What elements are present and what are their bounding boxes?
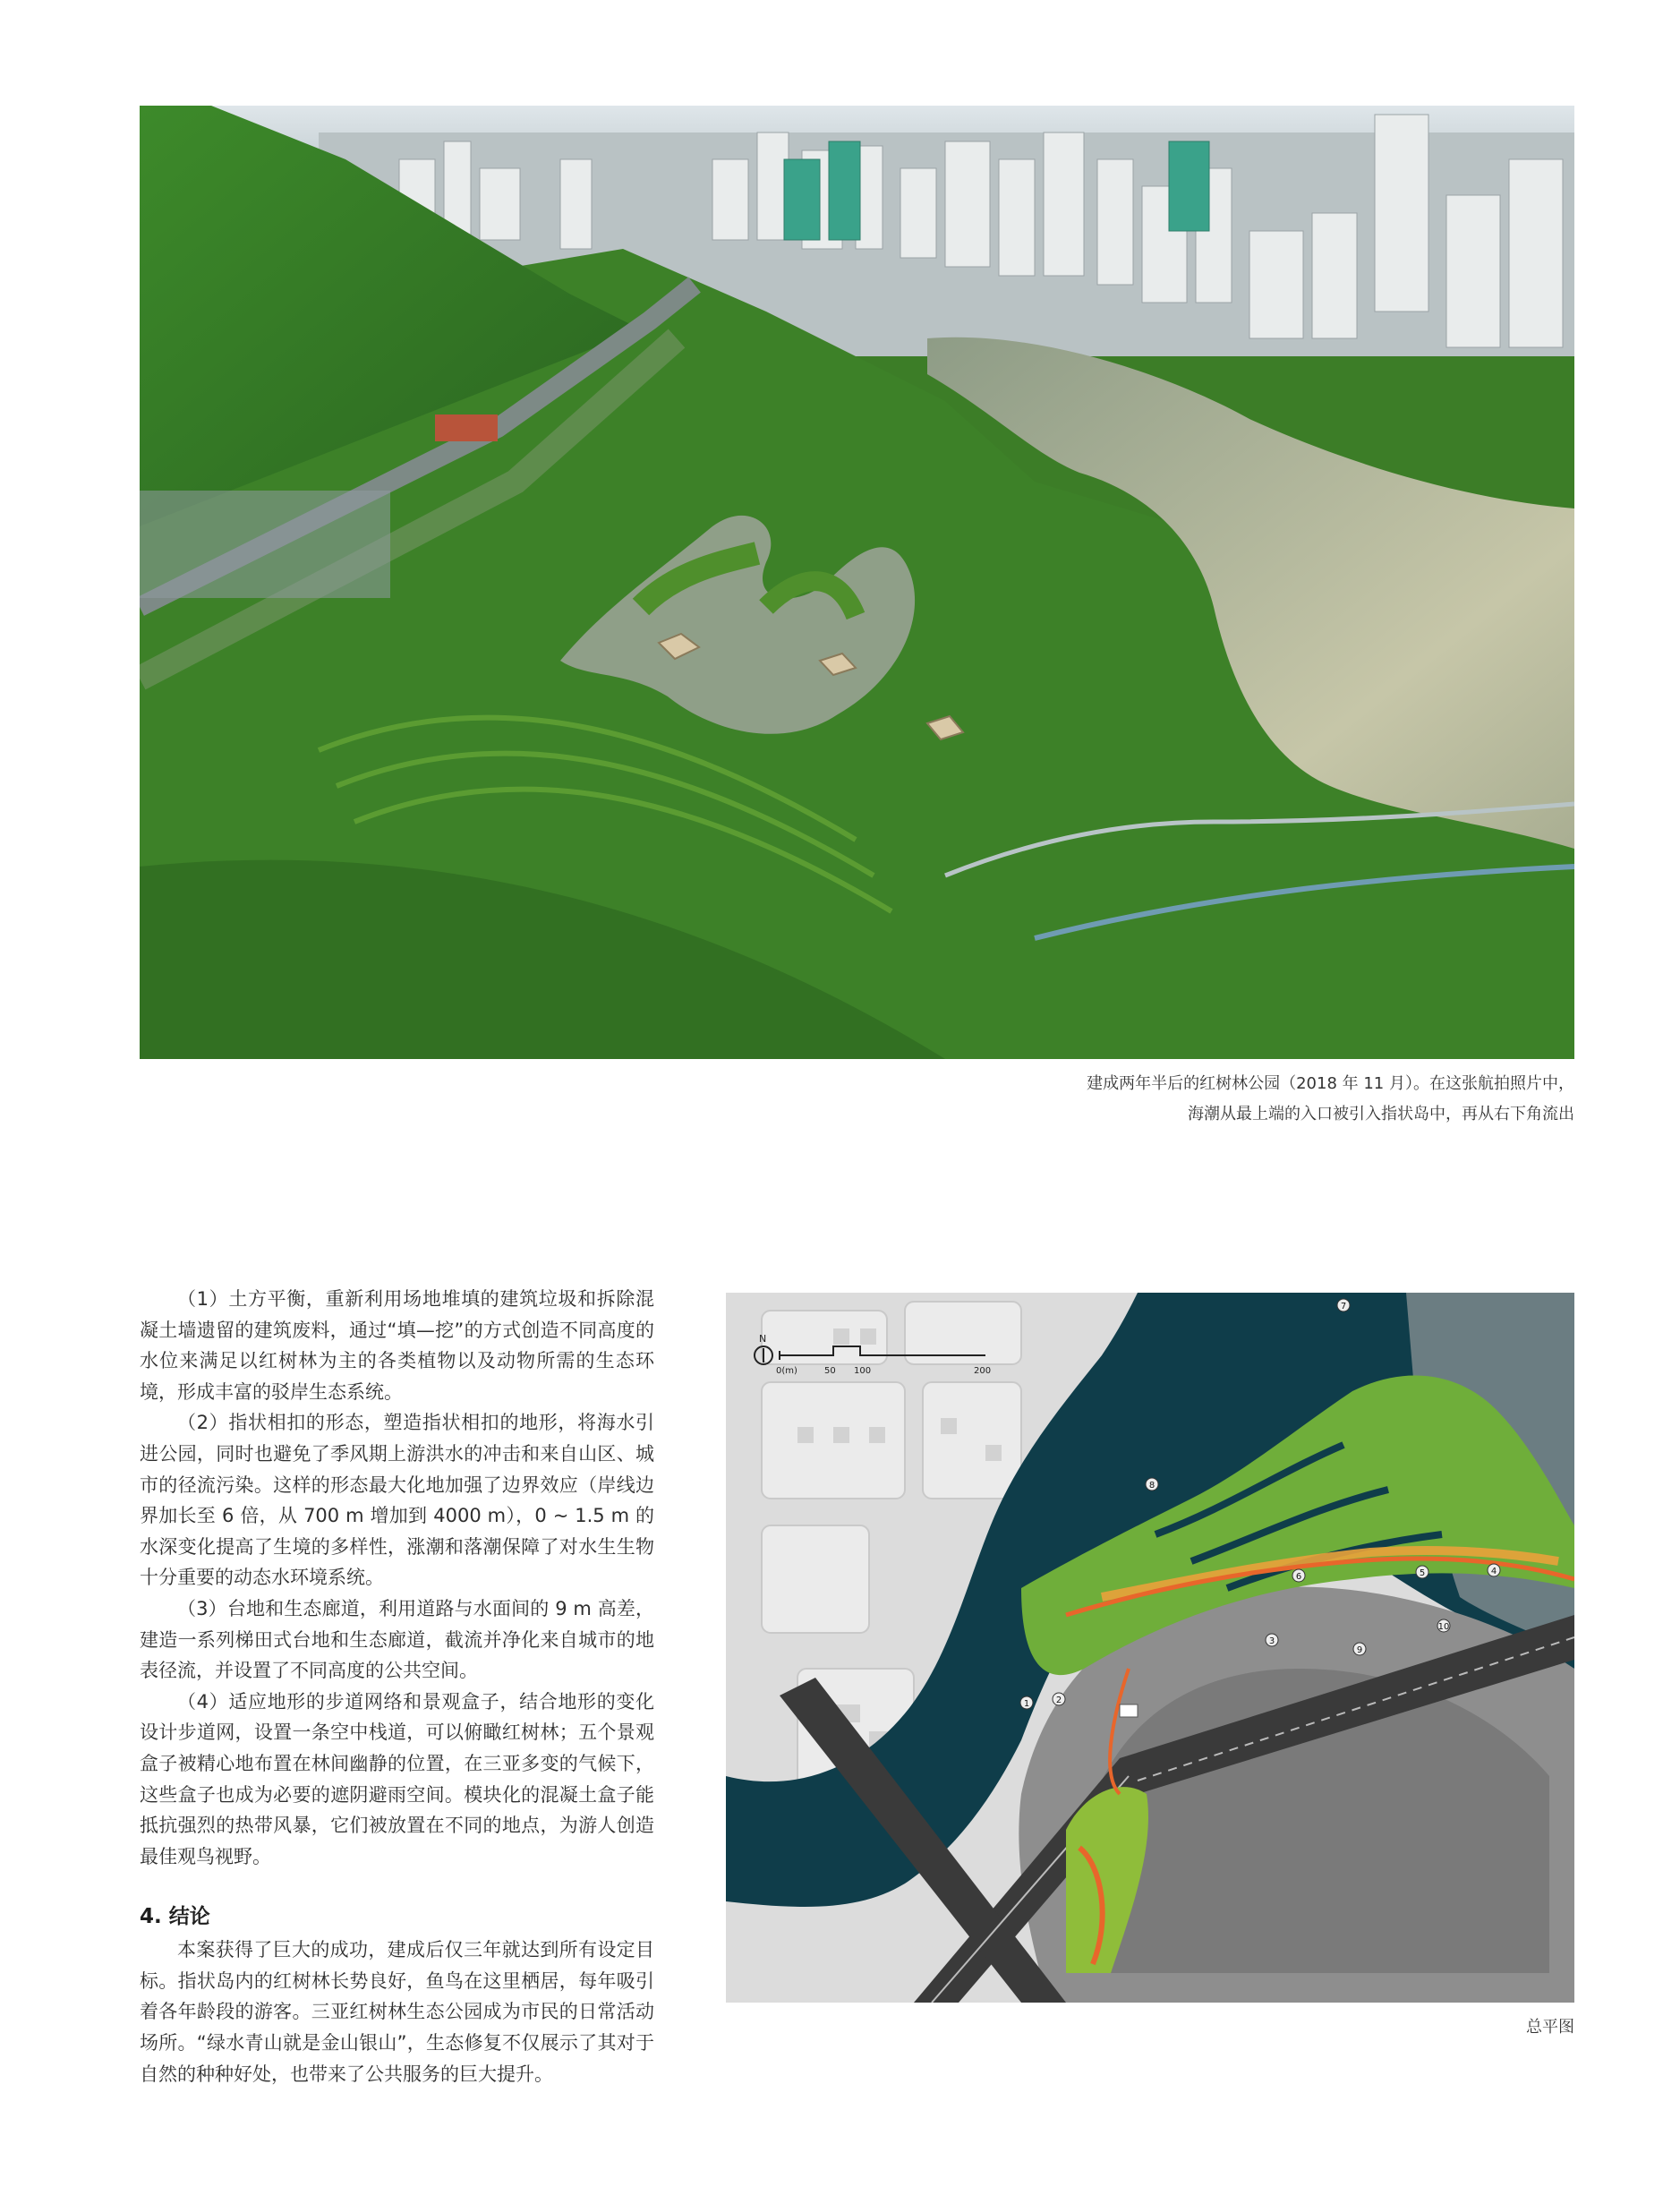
- paragraph-2: （2）指状相扣的形态，塑造指状相扣的地形，将海水引进公园，同时也避免了季风期上游洪水的冲击和来自山区、城市的径流污染。这样的形态最大化地加强了边界效应（岸线边界加长至 6 倍，从 700 m 增加到 4000 m），0 ~ 1.5 m 的水深变化提高了生境的多样性，涨潮和落潮保障了对水生生物十分重要的动态水环境系统。: [140, 1412, 654, 1589]
- section-heading: 4. 结论: [140, 1905, 210, 1929]
- plan-marker-9: 9: [1356, 1645, 1363, 1655]
- aerial-photo: [140, 106, 1574, 1059]
- master-plan-illustration: [726, 1293, 1574, 2003]
- plan-marker-10: 10: [1437, 1622, 1450, 1632]
- plan-marker-5: 5: [1419, 1568, 1426, 1578]
- plan-marker-8: 8: [1148, 1481, 1156, 1491]
- conclusion-paragraph: 本案获得了巨大的成功，建成后仅三年就达到所有设定目标。指状岛内的红树林长势良好，鱼鸟在这里栖居，每年吸引着各年龄段的游客。三亚红树林生态公园成为市民的日常活动场所。“绿水青山就是金山银山”，生态修复不仅展示了其对于自然的种种好处，也带来了公共服务的巨大提升。: [140, 1939, 654, 2085]
- paragraph-4: （4）适应地形的步道网络和景观盒子，结合地形的变化设计步道网，设置一条空中栈道，可以俯瞰红树林；五个景观盒子被精心地布置在林间幽静的位置，在三亚多变的气候下，这些盒子也成为必要的遮阴避雨空间。模块化的混凝土盒子能抵抗强烈的热带风暴，它们被放置在不同的地点，为游人创造最佳观鸟视野。: [140, 1690, 654, 1867]
- body-text-column: [140, 1284, 654, 2089]
- scale-label-200: 200: [974, 1366, 992, 1376]
- plan-marker-2: 2: [1055, 1696, 1062, 1705]
- plan-marker-4: 4: [1490, 1567, 1497, 1576]
- plan-marker-6: 6: [1295, 1572, 1302, 1582]
- photo-caption-line-2: 海潮从最上端的入口被引入指状岛中，再从右下角流出: [1188, 1105, 1574, 1123]
- plan-marker-3: 3: [1268, 1636, 1275, 1646]
- plan-marker-1: 1: [1023, 1699, 1030, 1709]
- photo-caption: [769, 1069, 1574, 1130]
- photo-caption-line-1: 建成两年半后的红树林公园（2018 年 11 月）。在这张航拍照片中，: [1087, 1074, 1574, 1093]
- plan-caption: 总平图: [1526, 2018, 1574, 2037]
- paragraph-1: （1）土方平衡，重新利用场地堆填的建筑垃圾和拆除混凝土墙遗留的建筑废料，通过“填—挖”的方式创造不同高度的水位来满足以红树林为主的各类植物以及动物所需的生态环境，形成丰富的驳岸生态系统。: [140, 1288, 654, 1403]
- plan-marker-7: 7: [1340, 1302, 1347, 1311]
- north-label: N: [759, 1333, 767, 1345]
- paragraph-3: （3）台地和生态廊道，利用道路与水面间的 9 m 高差，建造一系列梯田式台地和生态廊道，截流并净化来自城市的地表径流，并设置了不同高度的公共空间。: [140, 1597, 654, 1682]
- aerial-photo-illustration: [140, 106, 1574, 1059]
- scale-label-50: 50: [824, 1366, 836, 1376]
- scale-label-0: 0(m): [776, 1366, 797, 1376]
- master-plan: [726, 1293, 1574, 2003]
- scale-label-100: 100: [854, 1366, 872, 1376]
